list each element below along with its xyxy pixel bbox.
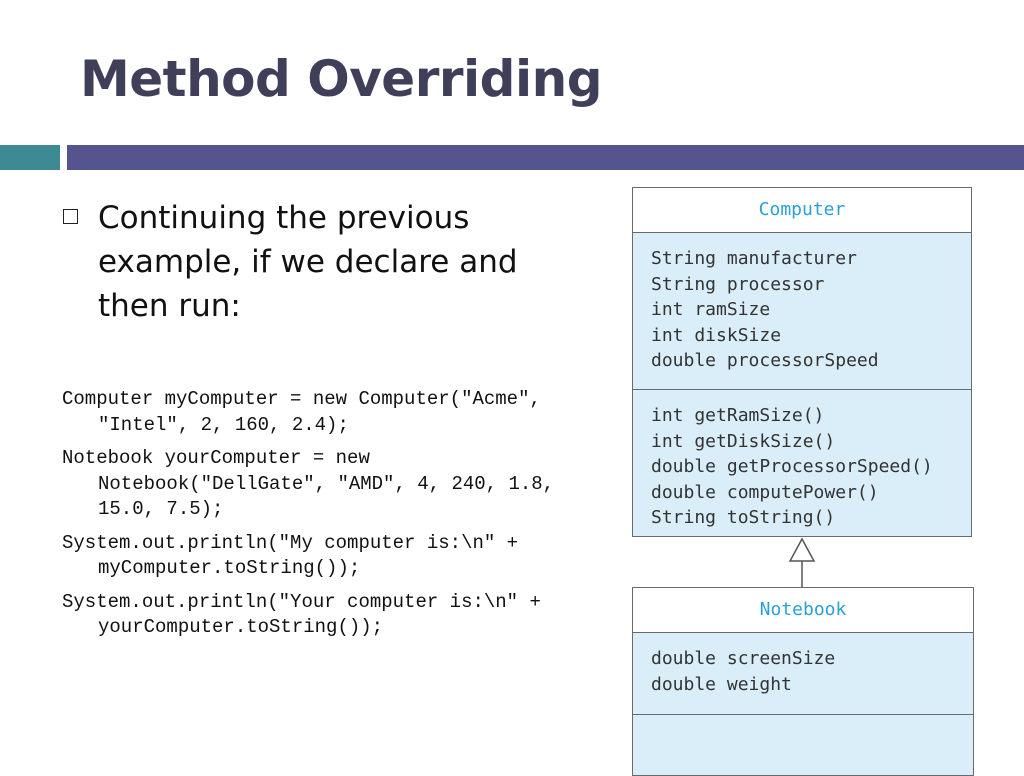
attribute-line: int ramSize [651, 299, 771, 320]
method-line: int getRamSize() [651, 405, 825, 426]
slide-title: Method Overriding [80, 50, 602, 108]
attribute-line: String processor [651, 273, 825, 295]
computer-class-name: Computer [633, 188, 971, 233]
method-line: double getProcessorSpeed() [651, 456, 933, 477]
bullet-text: Continuing the previous example, if we declare and then run: [98, 200, 518, 324]
code-line: System.out.println("My computer is:\n" + myComputer.toString()); [62, 531, 530, 579]
attribute-line: String manufacturer [651, 248, 857, 269]
method-line: double computePower() [651, 481, 879, 503]
computer-class-box [632, 187, 972, 537]
attribute-line: int diskSize [651, 324, 782, 346]
computer-attributes [633, 233, 971, 390]
code-block [62, 387, 607, 649]
accent-bar-teal [0, 145, 60, 170]
code-line: System.out.println("Your computer is:\n" + yourComputer.toString()); [62, 590, 553, 638]
code-line: Notebook yourComputer = new Notebook("DellGate", "AMD", 4, 240, 1.8, 15.0, 7.5); [62, 447, 566, 520]
notebook-class-box [632, 587, 974, 776]
code-line: Computer myComputer = new Computer("Acme", "Intel", 2, 160, 2.4); [62, 388, 553, 436]
attribute-line: double weight [651, 673, 792, 695]
notebook-methods [633, 715, 973, 775]
square-bullet-icon [63, 209, 78, 224]
method-line: int getDiskSize() [651, 430, 836, 452]
method-line: String toString() [651, 507, 836, 528]
attribute-line: double processorSpeed [651, 350, 879, 371]
inheritance-arrow-icon [787, 537, 817, 589]
computer-methods [633, 390, 971, 536]
attribute-line: double screenSize [651, 648, 836, 669]
accent-bar-purple [67, 145, 1024, 170]
bullet-item [63, 196, 568, 328]
notebook-attributes [633, 633, 973, 715]
notebook-class-name: Notebook [633, 588, 973, 633]
uml-class-diagram [632, 187, 972, 695]
